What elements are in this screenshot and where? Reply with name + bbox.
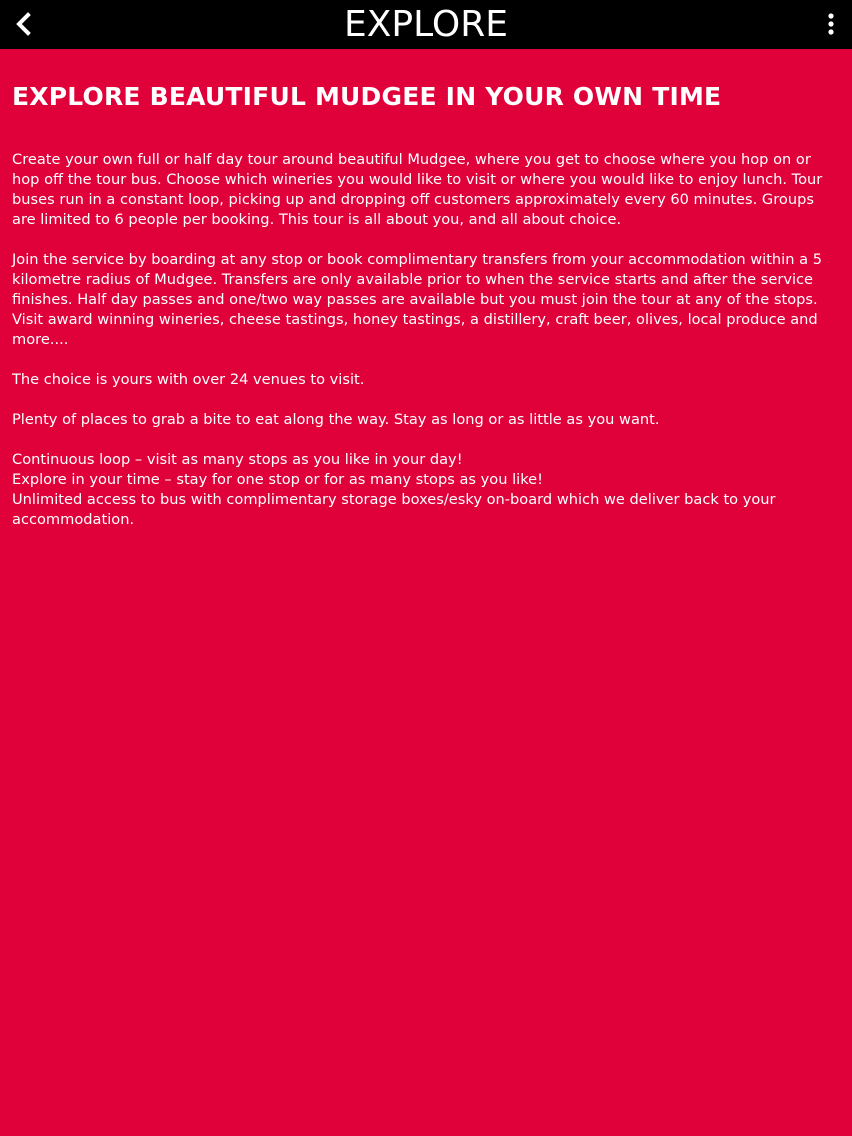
- intro-paragraph: Create your own full or half day tour around beautiful Mudgee, where you get to choose where you hop on or hop off the tour bus. Choose which wineries you would like to visit or where you would like to enjoy lunch. Tour buses run in a constant loop, picking up and dropping off customers approximately every 60 minutes. Groups are limited to 6 people per booking. This tour is all about you, and all about choice.: [12, 151, 823, 228]
- feature-list: [12, 450, 842, 530]
- page-title: EXPLORE: [344, 4, 508, 45]
- food-paragraph: Plenty of places to grab a bite to eat along the way. Stay as long or as little as you want.: [12, 411, 660, 428]
- venues-paragraph: The choice is yours with over 24 venues to visit.: [12, 371, 365, 388]
- overflow-menu-button[interactable]: [820, 8, 842, 40]
- content-area: [12, 80, 842, 530]
- vertical-dots-icon: [827, 13, 835, 35]
- feature-item: Unlimited access to bus with complimentary storage boxes/esky on-board which we deliver back to your accommodation.: [12, 491, 776, 528]
- headline: EXPLORE BEAUTIFUL MUDGEE IN YOUR OWN TIME: [12, 82, 722, 111]
- app-bar: [0, 0, 852, 49]
- feature-item: Explore in your time – stay for one stop or for as many stops as you like!: [12, 471, 543, 488]
- service-paragraph: Join the service by boarding at any stop or book complimentary transfers from your accommodation within a 5 kilometre radius of Mudgee. Transfers are only available prior to when the service starts and after the service finishes. Half day passes and one/two way passes are available but you must join the tour at any of the stops. Visit award winning wineries, cheese tastings, honey tastings, a distillery, craft beer, olives, local produce and more....: [12, 251, 822, 348]
- feature-item: Continuous loop – visit as many stops as you like in your day!: [12, 451, 463, 468]
